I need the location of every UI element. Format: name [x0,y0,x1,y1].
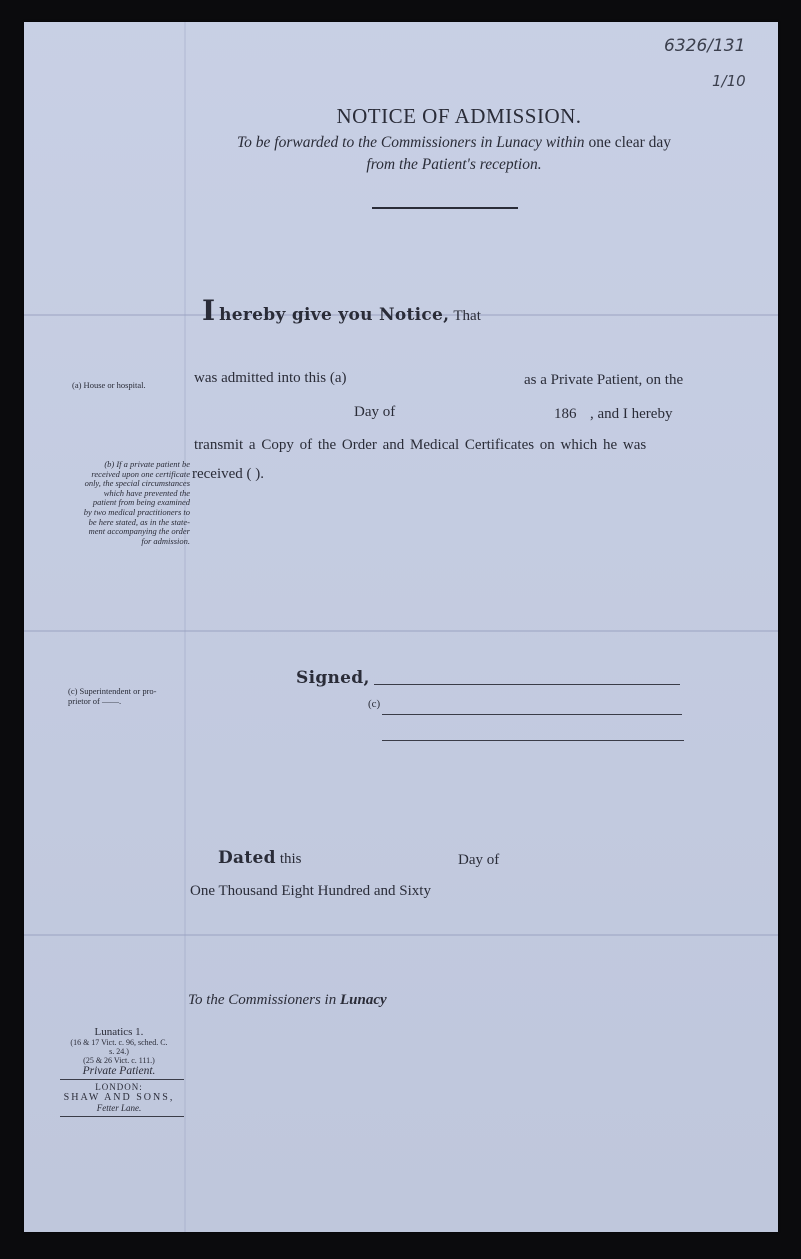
title-rule [372,207,518,209]
signed-label: Signed, [296,668,370,688]
document-title: NOTICE OF ADMISSION. [336,104,582,128]
transmit-line: transmit a Copy of the Order and Medical Certificates on which he was [194,437,647,453]
imprint-rule [60,1079,184,1080]
signature-line-3 [382,740,684,741]
fold-crease [24,934,778,936]
received-line: received ( ). [192,466,265,482]
admitted-line: was admitted into this (a) [194,370,347,386]
dated-year-line: One Thousand Eight Hundred and Sixty [190,883,431,899]
notice-intro: I hereby give you Notice, That [202,294,481,327]
forwarding-instruction-line2: from the Patient's reception. [366,156,542,173]
printer-imprint: Lunatics 1. (16 & 17 Vict. c. 96, sched. C. s. 24.) (25 & 26 Vict. c. 111.) Private Patient. LONDON: SHAW AND SONS, Fetter Lane. [54,1026,184,1117]
signature-line [374,684,680,685]
day-of-label: Day of [354,404,396,420]
signature-marker: (c) [368,698,381,710]
dated-line: Dated this [218,848,302,868]
margin-note-c: (c) Superintendent or pro- prietor of ——. [68,686,157,706]
margin-note-b: (b) If a private patient be received upon one certificate only, the special circumstances which have prevented the patient from being examined by two medical practitioners to be here stated, as in the state- ment accompanying the order for admission. [83,459,190,546]
private-patient-line: as a Private Patient, on the [524,372,684,388]
archive-sub-reference: 1/10 [712,72,746,90]
year-prefix: 186 [554,406,577,422]
fold-crease [184,22,186,1232]
archive-reference: 6326/131 [664,36,746,56]
signature-line-2 [382,714,682,715]
margin-note-a: (a) House or hospital. [72,380,146,390]
forwarding-instruction: To be forwarded to the Commissioners in Lunacy within one clear day [236,134,672,151]
imprint-rule [60,1116,184,1117]
dated-day-of: Day of [458,852,500,868]
addressee: To the Commissioners in Lunacy [188,992,387,1008]
fold-crease [24,630,778,632]
hereby-text: , and I hereby [590,406,673,422]
notice-form-sheet [24,22,778,1232]
